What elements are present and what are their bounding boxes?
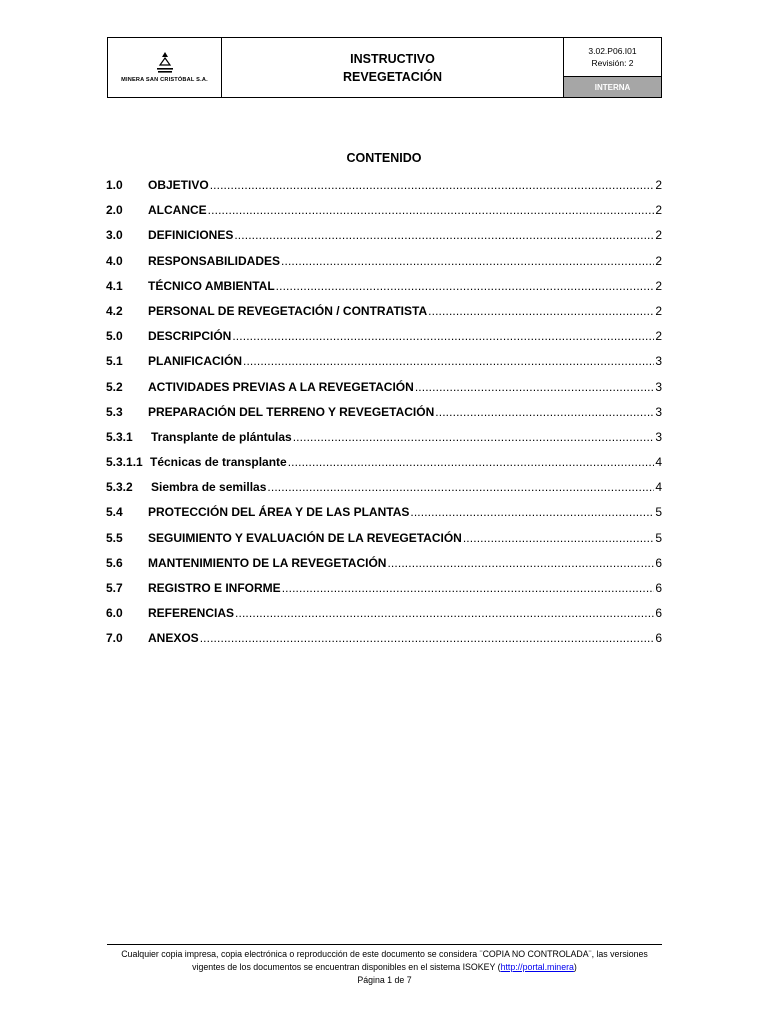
toc-entry-page: 4 (655, 480, 662, 495)
toc-entry-label: Siembra de semillas (151, 480, 267, 495)
toc-entry-page: 3 (655, 379, 662, 394)
toc-entry-number: 5.3 (106, 404, 123, 419)
toc-entry[interactable] (106, 354, 662, 379)
toc-entry-label: Técnicas de transplante (150, 455, 287, 470)
classification-badge: INTERNA (564, 76, 661, 97)
toc-entry-label: REGISTRO E INFORME (148, 581, 281, 595)
toc-entry-label: DEFINICIONES (148, 228, 234, 243)
table-of-contents (106, 178, 662, 657)
toc-dot-leader (208, 203, 655, 217)
portal-link[interactable]: http://portal.minera (500, 962, 574, 972)
toc-entry-page: 2 (655, 278, 662, 293)
toc-entry-number: 4.1 (106, 278, 123, 293)
logo-cell (108, 38, 222, 97)
toc-entry-number: 4.0 (106, 253, 123, 268)
toc-entry-number: 5.2 (106, 379, 123, 394)
toc-entry[interactable] (106, 631, 662, 656)
toc-entry-page: 2 (655, 303, 662, 318)
toc-entry-page: 5 (655, 530, 662, 545)
toc-entry-number: 5.6 (106, 555, 123, 570)
toc-entry-page: 5 (655, 505, 662, 520)
toc-dot-leader (415, 380, 655, 394)
toc-dot-leader (234, 228, 654, 242)
toc-entry-number: 6.0 (106, 606, 123, 621)
toc-dot-leader (210, 178, 655, 192)
toc-entry-number: 2.0 (106, 203, 123, 218)
company-logo-icon (157, 52, 173, 74)
toc-entry[interactable] (106, 505, 662, 530)
toc-entry-number: 5.3.1.1 (106, 455, 143, 470)
toc-entry-number: 5.0 (106, 329, 123, 344)
page-number: Página 1 de 7 (357, 975, 412, 985)
company-name: MINERA SAN CRISTÓBAL S.A. (121, 77, 208, 83)
document-type: INSTRUCTIVO (350, 51, 435, 66)
document-revision: Revisión: 2 (591, 58, 634, 68)
toc-dot-leader (410, 505, 654, 519)
toc-entry-page: 6 (655, 555, 662, 570)
toc-entry[interactable] (106, 430, 662, 455)
toc-title: CONTENIDO (346, 151, 422, 165)
toc-dot-leader (463, 531, 654, 545)
code-block (564, 38, 661, 76)
toc-entry-page: 2 (655, 178, 662, 192)
code-cell (564, 38, 661, 97)
toc-dot-leader (200, 631, 655, 645)
toc-entry-number: 5.3.1 (106, 429, 133, 444)
toc-entry-page: 6 (655, 631, 662, 646)
toc-entry-label: ACTIVIDADES PREVIAS A LA REVEGETACIÓN (148, 379, 414, 394)
toc-entry[interactable] (106, 380, 662, 405)
footer-disclaimer-line2: vigentes de los documentos se encuentran disponibles en el sistema ISOKEY (http://portal.minera) (192, 962, 577, 972)
toc-entry[interactable] (106, 480, 662, 505)
toc-entry-page: 4 (655, 455, 662, 470)
toc-entry-label: TÉCNICO AMBIENTAL (148, 278, 275, 293)
toc-entry-page: 2 (655, 203, 662, 218)
toc-dot-leader (232, 329, 654, 343)
toc-dot-leader (282, 581, 655, 595)
title-cell (222, 38, 564, 97)
toc-entry[interactable] (106, 556, 662, 581)
toc-entry-number: 4.2 (106, 303, 123, 318)
toc-dot-leader (387, 556, 654, 570)
toc-entry-label: ANEXOS (148, 631, 199, 646)
toc-entry-label: PROTECCIÓN DEL ÁREA Y DE LAS PLANTAS (148, 505, 410, 520)
toc-entry[interactable] (106, 531, 662, 556)
toc-dot-leader (276, 279, 655, 293)
toc-entry[interactable] (106, 405, 662, 430)
toc-entry-label: ALCANCE (148, 203, 207, 218)
toc-entry-page: 6 (655, 581, 662, 595)
toc-entry-label: Transplante de plántulas (151, 429, 292, 444)
toc-entry-number: 3.0 (106, 228, 123, 243)
toc-dot-leader (435, 405, 654, 419)
toc-entry-number: 1.0 (106, 178, 123, 192)
toc-entry-label: REFERENCIAS (148, 606, 235, 621)
toc-entry[interactable] (106, 581, 662, 606)
toc-entry-label: PREPARACIÓN DEL TERRENO Y REVEGETACIÓN (148, 404, 435, 419)
toc-entry-number: 7.0 (106, 631, 123, 646)
toc-entry[interactable] (106, 304, 662, 329)
toc-entry-page: 3 (655, 354, 662, 369)
toc-entry[interactable] (106, 178, 662, 203)
toc-entry-number: 5.1 (106, 354, 123, 369)
toc-entry[interactable] (106, 228, 662, 253)
toc-entry[interactable] (106, 455, 662, 480)
toc-entry-page: 2 (655, 253, 662, 268)
toc-entry-label: PERSONAL DE REVEGETACIÓN / CONTRATISTA (148, 303, 428, 318)
toc-entry[interactable] (106, 606, 662, 631)
toc-entry[interactable] (106, 203, 662, 228)
toc-entry[interactable] (106, 254, 662, 279)
toc-entry[interactable] (106, 329, 662, 354)
document-code: 3.02.P06.I01 (588, 46, 637, 56)
toc-entry-number: 5.3.2 (106, 480, 133, 495)
toc-entry-page: 3 (655, 429, 662, 444)
footer (107, 948, 662, 987)
toc-entry-number: 5.4 (106, 505, 123, 520)
toc-entry-label: MANTENIMIENTO DE LA REVEGETACIÓN (148, 555, 387, 570)
toc-dot-leader (243, 354, 654, 368)
toc-entry-page: 3 (655, 404, 662, 419)
toc-dot-leader (293, 430, 655, 444)
toc-dot-leader (288, 455, 655, 469)
toc-entry-number: 5.5 (106, 530, 123, 545)
toc-entry-label: DESCRIPCIÓN (148, 329, 232, 344)
toc-entry-label: SEGUIMIENTO Y EVALUACIÓN DE LA REVEGETACIÓN (148, 530, 462, 545)
toc-entry-label: PLANIFICACIÓN (148, 354, 242, 369)
toc-entry-page: 2 (655, 228, 662, 243)
toc-dot-leader (428, 304, 654, 318)
toc-dot-leader (235, 606, 654, 620)
toc-dot-leader (267, 480, 654, 494)
toc-entry[interactable] (106, 279, 662, 304)
document-header (107, 37, 662, 98)
toc-dot-leader (281, 254, 654, 268)
footer-divider (107, 944, 662, 945)
document-title: REVEGETACIÓN (342, 69, 443, 84)
toc-entry-label: RESPONSABILIDADES (148, 253, 281, 268)
toc-entry-label: OBJETIVO (148, 178, 209, 192)
toc-entry-number: 5.7 (106, 581, 123, 595)
footer-disclaimer-line1: Cualquier copia impresa, copia electrónica o reproducción de este documento se considera ¨COPIA NO CONTROLADA¨, las versiones (121, 949, 648, 959)
toc-entry-page: 2 (655, 329, 662, 344)
toc-entry-page: 6 (655, 606, 662, 621)
